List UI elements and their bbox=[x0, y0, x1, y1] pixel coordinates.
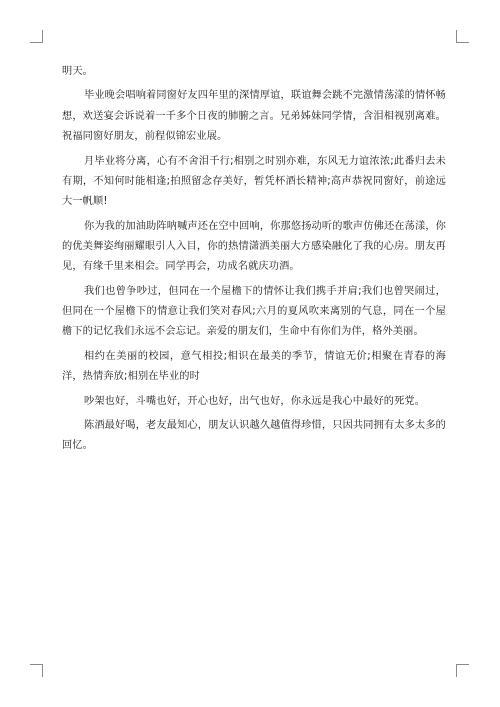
crop-mark-top-right bbox=[456, 30, 469, 43]
paragraph: 毕业晚会唱响着同窗好友四年里的深情厚谊，联谊舞会跳不完激情荡漾的情怀畅想，欢送宴会诉说着一千多个日夜的肺腑之言。兄弟姊妹同学情，含泪相视别离难。祝福同窗好朋友，前程似锦宏业展。 bbox=[62, 90, 446, 143]
crop-mark-bottom-left bbox=[30, 664, 43, 677]
paragraph: 我们也曾争吵过，但同在一个屋檐下的情怀让我们携手并肩;我们也曾哭闹过，但同在一个屋檐下的情意让我们笑对春风;六月的夏风吹来离别的气息，同在一个屋檐下的记忆我们永远不会忘记。亲爱的朋友们，生命中有你们为伴，格外美丽。 bbox=[62, 285, 446, 338]
crop-mark-bottom-right bbox=[456, 664, 469, 677]
paragraph: 陈酒最好喝，老友最知心，朋友认识越久越值得珍惜，只因共同拥有太多太多的回忆。 bbox=[62, 420, 446, 452]
paragraph: 明天。 bbox=[62, 66, 94, 77]
paragraph: 你为我的加油助阵呐喊声还在空中回响，你那悠扬动听的歌声仿佛还在荡漾，你的优美舞姿绚丽耀眼引人入目，你的热情潇洒美丽大方感染融化了我的心房。朋友再见，有缘千里来相会。同学再会，功成名就庆功酒。 bbox=[62, 220, 446, 273]
paragraph: 相约在美丽的校园，意气相投;相识在最美的季节，情谊无价;相聚在青春的海洋，热情奔放;相别在毕业的时 bbox=[62, 350, 446, 383]
crop-mark-top-left bbox=[30, 30, 43, 43]
document-body bbox=[62, 62, 446, 457]
paragraph: 吵架也好，斗嘴也好，开心也好，出气也好，你永远是我心中最好的死党。 bbox=[84, 395, 426, 407]
paragraph: 月毕业将分离，心有不舍泪千行;相别之时别亦难，东风无力谊浓浓;此番归去未有期，不知何时能相逢;拍照留念存美好，暂凭杯酒长精神;高声恭祝同窗好，前途远大一帆顺! bbox=[62, 155, 446, 208]
